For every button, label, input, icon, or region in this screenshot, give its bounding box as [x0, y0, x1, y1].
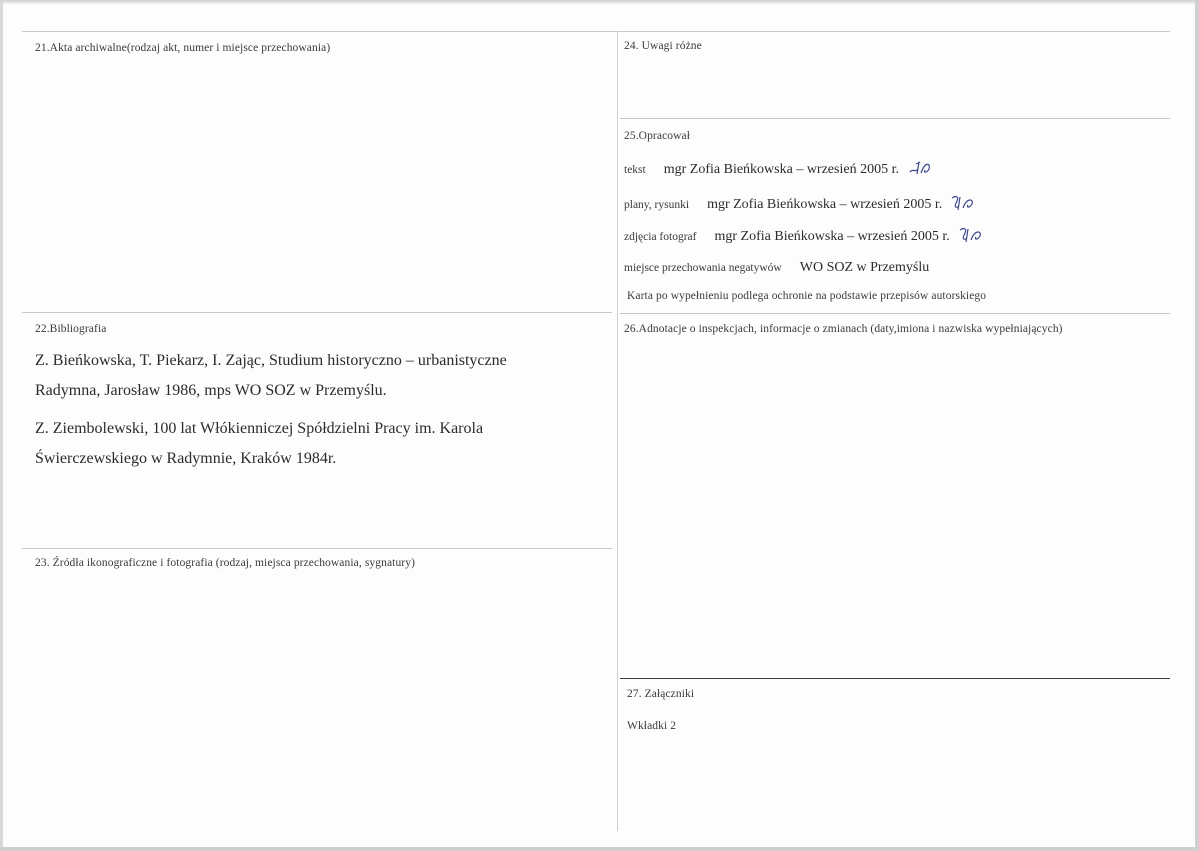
author-text-row [624, 159, 935, 178]
scan-edge-right [1195, 0, 1199, 851]
rule-right-27 [620, 678, 1170, 679]
author-plans-key: plany, rysunki [624, 199, 690, 211]
bibliography-line-1: Z. Bieńkowska, T. Piekarz, I. Zając, Studium historyczno – urbanistyczne [35, 352, 507, 369]
scan-edge-bottom [0, 847, 1199, 851]
center-divider [617, 31, 618, 831]
author-photos-row [624, 226, 986, 245]
copyright-note: Karta po wypełnieniu podlega ochronie na podstawie przepisów autorskiego [627, 290, 987, 302]
rule-right-26 [620, 313, 1170, 314]
bibliography-line-4: Świerczewskiego w Radymnie, Kraków 1984r. [35, 450, 337, 467]
scan-edge-top [0, 0, 1199, 4]
rule-left-23 [22, 548, 612, 549]
section-27-label: 27. Załączniki [627, 688, 695, 700]
negatives-row [624, 258, 929, 276]
author-text-value: mgr Zofia Bieńkowska – wrzesień 2005 r. [663, 162, 899, 177]
negatives-value: WO SOZ w Przemyślu [799, 260, 930, 275]
attachments-value: Wkładki 2 [627, 720, 677, 732]
rule-right-25 [620, 118, 1170, 119]
bibliography-line-2: Radymna, Jarosław 1986, mps WO SOZ w Przemyślu. [35, 382, 387, 399]
bibliography-line-3: Z. Ziembolewski, 100 lat Włókienniczej Spółdzielni Pracy im. Karola [35, 420, 484, 437]
author-plans-value: mgr Zofia Bieńkowska – wrzesień 2005 r. [707, 197, 943, 212]
section-25-label: 25.Opracował [624, 130, 691, 142]
signature-icon [958, 226, 986, 244]
section-23-label: 23. Źródła ikonograficzne i fotografia (rodzaj, miejsca przechowania, sygnatury) [35, 557, 415, 569]
negatives-key: miejsce przechowania negatywów [624, 262, 782, 274]
author-plans-row [624, 194, 978, 213]
author-photos-key: zdjęcia fotograf [624, 231, 697, 243]
section-22-label: 22.Bibliografia [35, 323, 107, 335]
author-text-key: tekst [624, 164, 646, 176]
rule-left-22 [22, 312, 612, 313]
signature-icon [907, 159, 935, 177]
signature-icon [950, 194, 978, 212]
scan-edge-left [0, 0, 3, 851]
top-rule [22, 31, 1170, 32]
section-26-label: 26.Adnotacje o inspekcjach, informacje o zmianach (daty,imiona i nazwiska wypełniających) [624, 323, 1063, 335]
section-21-label: 21.Akta archiwalne(rodzaj akt, numer i miejsce przechowania) [35, 42, 331, 54]
section-24-label: 24. Uwagi różne [624, 40, 702, 52]
author-photos-value: mgr Zofia Bieńkowska – wrzesień 2005 r. [714, 229, 950, 244]
